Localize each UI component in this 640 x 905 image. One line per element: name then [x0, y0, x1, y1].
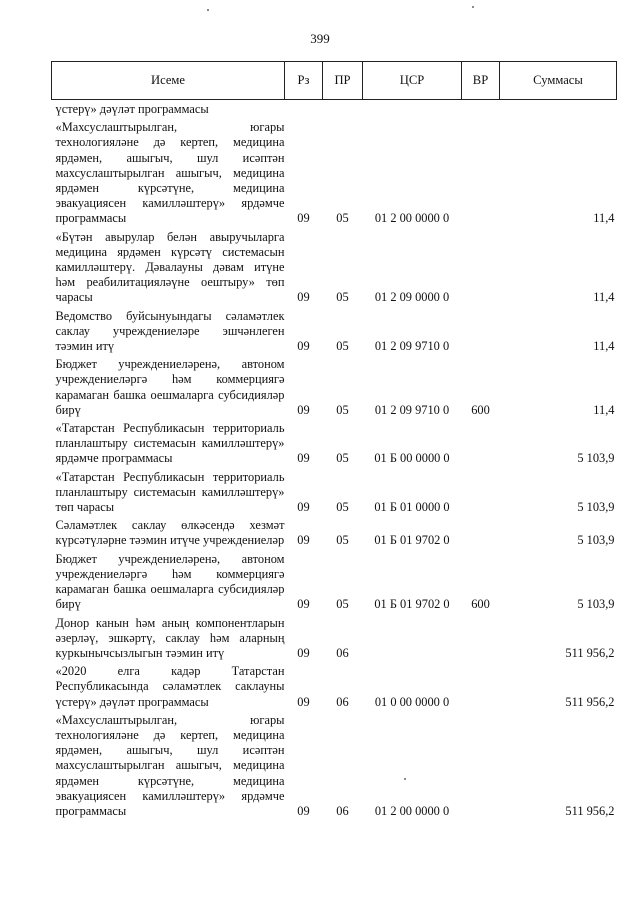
cell-rz: 09 [297, 533, 310, 548]
header-rz: Рз [285, 62, 323, 100]
cell-vr: 600 [471, 597, 490, 612]
cell-csr: 01 2 09 9710 0 [374, 402, 450, 417]
cell-pr: 05 [336, 402, 349, 417]
cell-name: Сәламәтлек саклау өлкәсендә хезмәт күрсәтүләрне тәэмин итүче учреждениеләр [55, 518, 285, 548]
cell-pr: 06 [336, 694, 349, 709]
header-name: Исеме [52, 62, 285, 100]
cell-pr: 05 [336, 500, 349, 515]
cell-sum: 11,4 [593, 211, 615, 226]
cell-csr: 01 2 00 0000 0 [374, 803, 450, 818]
cell-csr: 01 Б 00 0000 0 [374, 451, 450, 466]
cell-rz: 09 [297, 645, 310, 660]
table-row [52, 662, 617, 711]
cell-csr: 01 0 00 0000 0 [374, 694, 450, 709]
table-row [52, 118, 617, 227]
cell-sum: 11,4 [593, 402, 615, 417]
cell-csr: 01 2 00 0000 0 [374, 211, 450, 226]
table-row [52, 419, 617, 468]
cell-name: «Махсуслаштырылган, югары технологияләне дә кертеп, медицина ярдәмен, ашыгыч, шул исәптән махсуслаштырылган ашыгыч, медицина ярдәмен күрсәтүне, медицина эвакуациясен камилләштерү» ярдәмче программасы [55, 120, 285, 226]
cell-sum: 5 103,9 [577, 451, 615, 466]
scan-speck [472, 6, 474, 8]
cell-vr [462, 118, 500, 227]
cell-pr: 06 [336, 645, 349, 660]
cell-csr [363, 614, 462, 663]
cell-csr: 01 2 09 0000 0 [374, 290, 450, 305]
cell-rz: 09 [297, 290, 310, 305]
cell-name: «Махсуслаштырылган, югары технологияләне дә кертеп, медицина ярдәмен, ашыгыч, шул исәптән махсуслаштырылган ашыгыч, медицина ярдәмен күрсәтүне, медицина эвакуациясен камилләштерү» ярдәмче программасы [55, 712, 285, 818]
table-row [52, 516, 617, 549]
cell-name: «Татарстан Республикасын территориаль планлаштыру системасын камилләштерү» төп чарасы [55, 469, 285, 515]
table-row [52, 711, 617, 820]
cell-vr [462, 614, 500, 663]
cell-pr: 05 [336, 290, 349, 305]
cell-name: Ведомство буйсынуындагы сәламәтлек саклау учреждениеләре эшчәнлеген тәэмин итү [55, 308, 285, 354]
scan-speck [404, 778, 406, 780]
cell-name: Бюджет учреждениеләренә, автоном учреждениеләргә һәм коммерциягә карамаган башка оешмаларга субсидияләр бирү [55, 357, 285, 417]
cell-sum: 511 956,2 [565, 803, 615, 818]
cell-rz: 09 [297, 211, 310, 226]
cell-pr: 05 [336, 211, 349, 226]
cell-rz: 09 [297, 402, 310, 417]
table-row [52, 468, 617, 517]
cell-sum: 511 956,2 [565, 645, 615, 660]
cell-pr: 05 [336, 597, 349, 612]
cell-pr: 05 [336, 533, 349, 548]
cell-csr: 01 2 09 9710 0 [374, 339, 450, 354]
cell-vr: 600 [471, 402, 490, 417]
cell-sum: 11,4 [593, 290, 615, 305]
cell-csr: 01 Б 01 9702 0 [374, 533, 450, 548]
cell-rz [285, 100, 323, 119]
cell-pr: 06 [336, 803, 349, 818]
cell-pr: 05 [336, 339, 349, 354]
cell-vr [462, 711, 500, 820]
cell-sum: 511 956,2 [565, 694, 615, 709]
cell-vr [462, 516, 500, 549]
cell-sum [500, 100, 617, 119]
cell-sum: 11,4 [593, 339, 615, 354]
cell-csr: 01 Б 01 9702 0 [374, 597, 450, 612]
cell-name: Донор канын һәм аның компонентларын әзерләү, эшкәртү, саклау һәм аларның куркынычсызлыгын тәэмин итү [55, 615, 285, 660]
cell-name: Бюджет учреждениеләренә, автоном учреждениеләргә һәм коммерциягә карамаган башка оешмаларга субсидияләр бирү [55, 551, 285, 612]
cell-pr [323, 100, 363, 119]
table-header-row [52, 62, 617, 100]
cell-name: «2020 елга кадәр Татарстан Республикасында сәламәтлек саклауны үстерү» дәүләт программасы [55, 664, 285, 709]
cell-pr: 05 [336, 451, 349, 466]
cell-rz: 09 [297, 694, 310, 709]
cell-rz: 09 [297, 803, 310, 818]
cell-csr: 01 Б 01 0000 0 [374, 500, 450, 515]
table-row [52, 614, 617, 663]
cell-rz: 09 [297, 597, 310, 612]
cell-csr [363, 100, 462, 119]
cell-vr [462, 662, 500, 711]
cell-vr [462, 228, 500, 307]
cell-rz: 09 [297, 451, 310, 466]
page-number: 399 [310, 31, 330, 46]
budget-table [51, 61, 617, 820]
cell-name: «Бүтән авырулар белән авыручыларга медицина ярдәмен күрсәтү системасын камилләштерү. Дәвалауны дәвам итүне һәм реабилитацияләүне оештыру» төп чарасы [55, 229, 285, 305]
table-row [52, 100, 617, 119]
table-row [52, 550, 617, 614]
cell-sum: 5 103,9 [577, 500, 615, 515]
header-sum: Суммасы [500, 62, 617, 100]
header-pr: ПР [323, 62, 363, 100]
cell-rz: 09 [297, 339, 310, 354]
cell-sum: 5 103,9 [577, 533, 615, 548]
header-vr: ВР [462, 62, 500, 100]
cell-vr [462, 468, 500, 517]
table-row [52, 307, 617, 356]
cell-name: үстерү» дәүләт программасы [55, 102, 209, 116]
cell-name: «Татарстан Республикасын территориаль планлаштыру системасын камилләштерү» ярдәмче программасы [55, 421, 285, 466]
header-csr: ЦСР [363, 62, 462, 100]
scan-speck [207, 9, 209, 11]
cell-sum: 5 103,9 [577, 597, 615, 612]
cell-vr [462, 307, 500, 356]
cell-vr [462, 100, 500, 119]
table-row [52, 355, 617, 419]
cell-rz: 09 [297, 500, 310, 515]
cell-vr [462, 419, 500, 468]
table-row [52, 228, 617, 307]
